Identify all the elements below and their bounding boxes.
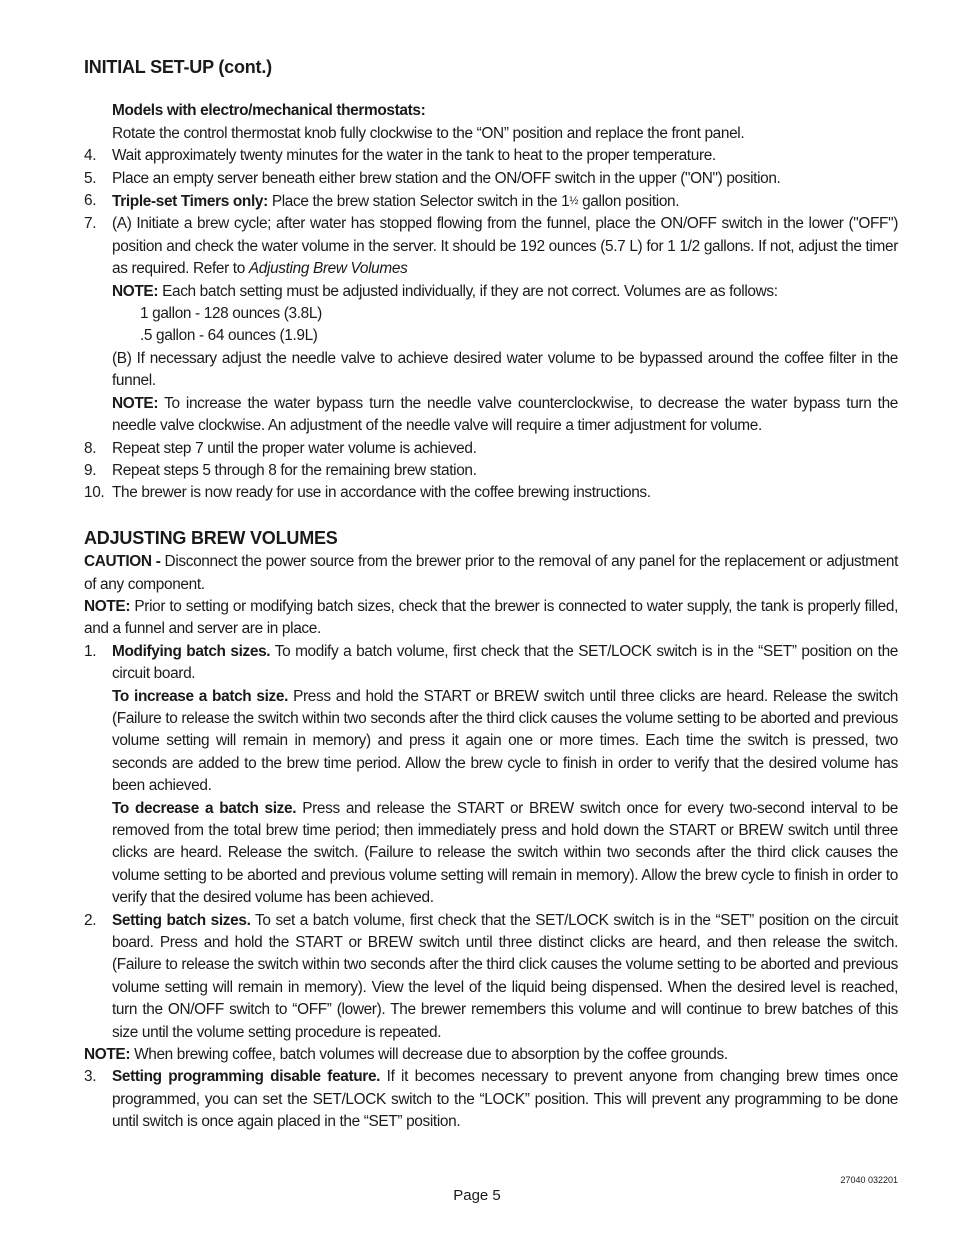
volume-1-gallon: 1 gallon - 128 ounces (3.8L) (140, 305, 322, 323)
note-paragraph: NOTE: Prior to setting or modifying batch sizes, check that the brewer is connected to water supply, the tank is properly filled, and a funnel and server are in place. (84, 597, 898, 638)
step-5: 5. Place an empty server beneath either brew station and the ON/OFF switch in the upper ("ON") position. (84, 169, 781, 187)
document-page (84, 56, 898, 1134)
document-code: 27040 032201 (840, 1175, 898, 1185)
step-4: 4. Wait approximately twenty minutes for the water in the tank to heat to the proper temperature. (84, 147, 716, 165)
step-7-note-2: NOTE: To increase the water bypass turn the needle valve counterclockwise, to decrease the water bypass turn the needle valve clockwise. An adjustment of the needle valve will require a timer adjustment for volume. (112, 394, 898, 435)
adjust-item-2: 2. Setting batch sizes. To set a batch volume, first check that the SET/LOCK switch is in the “SET” position on the circuit board. Press and hold the START or BREW switch until three distinct clicks are heard, and then release the switch. (Failure to release the switch within two seconds after the third click causes the volume setting to be aborted and previous volume setting will remain in memory). View the level of the liquid being dispensed. When the desired level is reached, turn the ON/OFF switch to “OFF” (lower). The brewer remembers this volume and will continue to brew batches of this size until the volume setting procedure is repeated. (84, 911, 898, 1041)
note-absorption: NOTE: When brewing coffee, batch volumes will decrease due to absorption by the coffee grounds. (84, 1046, 728, 1064)
increase-batch-paragraph: To increase a batch size. Press and hold the START or BREW switch until three clicks are heard. Release the switch (Failure to release the switch within two seconds after the third click causes the volume setting to be aborted and previous volume setting will remain in memory) and press it again one or more times. Each time the switch is pressed, two seconds are added to the brew time period. Allow the brew cycle to finish in order to verify that the desired volume has been achieved. (112, 687, 898, 795)
caution-paragraph: CAUTION - Disconnect the power source from the brewer prior to the removal of any panel for the replacement or adjustment of any component. (84, 553, 899, 593)
adjust-item-3: 3. Setting programming disable feature. If it becomes necessary to prevent anyone from changing brew times once programmed, you can set the SET/LOCK switch to the “LOCK” position. This will prevent any programming to be done until switch is once again placed in the “SET” position. (84, 1068, 899, 1131)
step-8: 8. Repeat step 7 until the proper water volume is achieved. (84, 439, 477, 457)
models-text: Rotate the control thermostat knob fully clockwise to the “ON” position and replace the front panel. (112, 124, 745, 142)
volume-half-gallon: .5 gallon - 64 ounces (1.9L) (140, 327, 318, 345)
step-7-b: (B) If necessary adjust the needle valve to achieve desired water volume to be bypassed around the coffee filter in the funnel. (112, 349, 898, 390)
step-7-note: NOTE: Each batch setting must be adjusted individually, if they are not correct. Volumes are as follows: (112, 282, 778, 300)
models-label: Models with electro/mechanical thermostats: (112, 102, 426, 120)
step-10: 10. The brewer is now ready for use in accordance with the coffee brewing instructions. (84, 484, 651, 502)
adjust-item-1: 1. Modifying batch sizes. To modify a batch volume, first check that the SET/LOCK switch is in the “SET” position on the circuit board. To increase a batch size. Press and hold the START or BREW switch until three clicks are heard. Release the switch (Failure to release the switch within two seconds after the third click causes the volume setting to be aborted and previous volume setting will remain in memory) and press it again one or more times. Each time the switch is pressed, two seconds are added to the brew time period. Allow the brew cycle to finish in order to verify that the desired volume has been achieved. To decrease a batch size. Press and release the START or BREW switch once for every two-second interval to be removed from the total brew time period; then immediately press and hold down the START or BREW switch until three clicks are heard. Release the switch. (Failure to release the switch within two seconds after the third click causes the volume setting to be aborted and previous volume setting will remain in memory). Allow the brew cycle to finish in order to verify that the desired volume has been achieved. (84, 641, 898, 910)
section-heading-initial-setup: INITIAL SET-UP (cont.) (84, 57, 272, 77)
step-6: 6. Triple-set Timers only: Place the brew station Selector switch in the 1½ gallon position. (84, 192, 680, 211)
modify-batch-paragraph: Modifying batch sizes. To modify a batch volume, first check that the SET/LOCK switch is in the “SET” position on the circuit board. (112, 642, 898, 683)
step-9: 9. Repeat steps 5 through 8 for the remaining brew station. (84, 461, 477, 479)
step-7: 7. (A) Initiate a brew cycle; after water has stopped flowing from the funnel, place the ON/OFF switch in the lower ("OFF") position and check the water volume in the server. It should be 192 ounces (5.7 L) for 1 1/2 gallons. If not, adjust the timer as required. Refer to Adjusting Brew Volumes NOTE: Each batch setting must be adjusted individually, if they are not correct. Volumes are as follows: 1 gallon - 128 ounces (3.8L) .5 gallon - 64 ounces (1.9L) (B) If necessary adjust the needle valve to achieve desired water volume to be bypassed around the coffee filter in the funnel. NOTE: To increase the water bypass turn the needle valve counterclockwise, to decrease the water bypass turn the needle valve clockwise. An adjustment of the needle valve will require a timer adjustment for volume. (84, 213, 898, 437)
section-heading-adjusting: ADJUSTING BREW VOLUMES (84, 527, 338, 548)
decrease-batch-paragraph: To decrease a batch size. Press and release the START or BREW switch once for every two-second interval to be removed from the total brew time period; then immediately press and hold down the START or BREW switch until three clicks are heard. Release the switch. (Failure to release the switch within two seconds after the third click causes the volume setting to be aborted and previous volume setting will remain in memory). Allow the brew cycle to finish in order to verify that the desired volume has been achieved. (112, 799, 899, 907)
page-number: Page 5 (453, 1187, 501, 1204)
step-7-a: (A) Initiate a brew cycle; after water has stopped flowing from the funnel, place the ON/OFF switch in the lower ("OFF") position and check the water volume in the server. It should be 192 ounces (5.7 L) for 1 1/2 gallons. If not, adjust the timer as required. Refer to Adjusting Brew Volumes (112, 215, 898, 278)
